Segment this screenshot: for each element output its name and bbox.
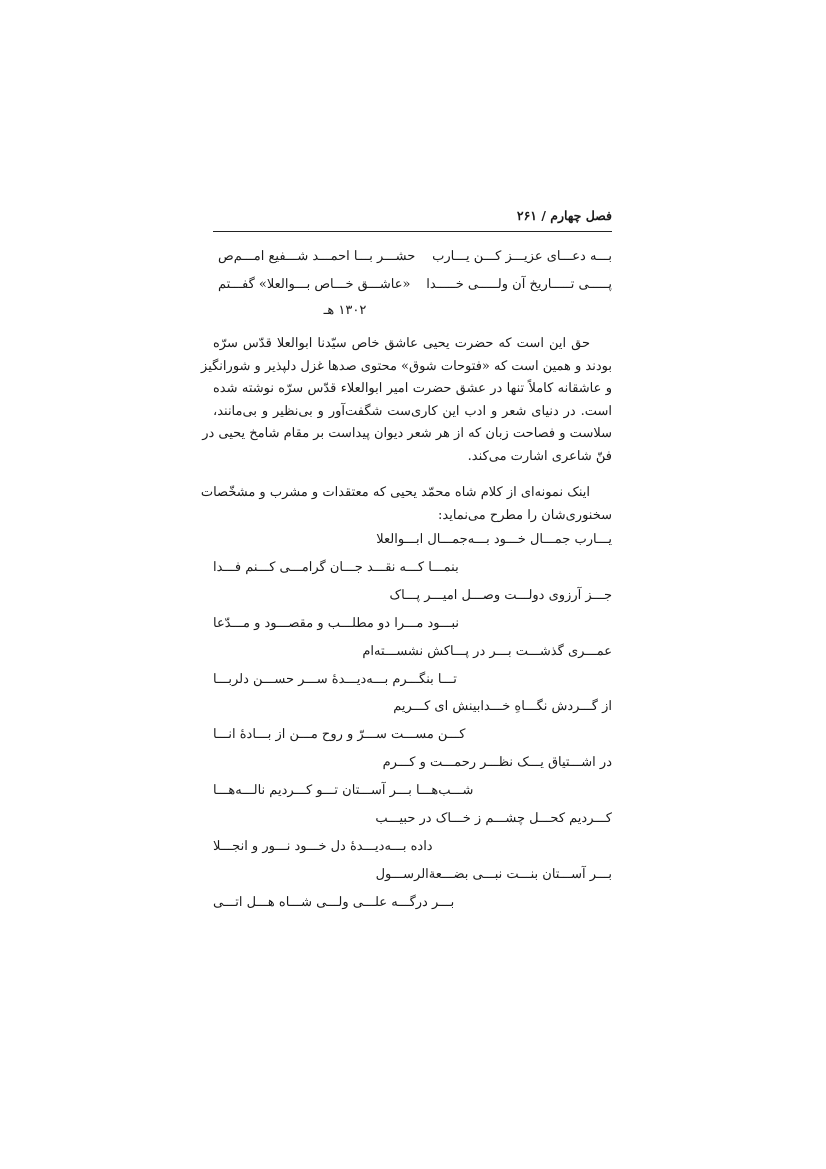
hemistich-first: پـــــی تـــــاریخ آن ولـــــی خـــــدا [426, 277, 612, 292]
hemistich-second: «عاشـــق خـــاص بـــوالعلا» گفـــتم [218, 277, 411, 292]
couplet-1 [218, 249, 612, 273]
paragraph-1 [201, 333, 612, 469]
paragraph-line: بودند و همین است که «فتوحات شوق» محتوی صدها غزل دلپذیر و شورانگیز [201, 358, 612, 374]
couplet-2 [218, 277, 612, 301]
verse-line: از گـــردش نگـــاهِ خـــدابینش ای کـــریم [393, 699, 612, 714]
verse-line: تـــا بنگـــرم بـــه‌دیـــدهٔ ســـر حســـن دلربـــا [213, 672, 457, 687]
paragraph-line: سلاست و فصاحت زبان که از هر شعر دیوان پیداست بر مقام شامخ یحیی در [202, 426, 612, 442]
verse-line: بنمـــا کـــه نقـــد جـــان گرامـــی کـــنم فـــدا [213, 560, 459, 575]
paragraph-line: فنّ شاعری اشارت می‌کند. [467, 448, 612, 464]
verse-line: یـــارب جمـــال خـــود بـــه‌جمـــال ابـــوالعلا [376, 532, 612, 547]
running-header [213, 205, 612, 232]
paragraph-line: است. در دنیای شعر و ادب این کاری‌ست شگفت‌آور و بی‌نظیر و بی‌مانند، [213, 403, 612, 419]
date-line: ۱۳۰۲ هـ [323, 303, 367, 318]
paragraph-line: حق این است که حضرت یحیی عاشق خاص سیّدنا ابوالعلا قدّس سرّه [213, 336, 590, 351]
verse-line: شـــب‌هـــا بـــر آســـتان تـــو کـــردیم نالـــه‌هـــا [213, 783, 474, 798]
verse-line: کـــردیم کحـــل چشـــم ز خـــاک در حبیـــب [375, 811, 612, 826]
verse-line: جـــز آرزوی دولـــت وصـــل امیـــر پـــاک [389, 588, 612, 603]
verse-line: بـــر آســـتان بنـــت نبـــی بضـــعةالرســـول [375, 867, 612, 882]
paragraph-line: اینک نمونه‌ای از کلام شاه محمّد یحیی که معتقدات و مشرب و مشخّصات [200, 485, 590, 500]
hemistich-second: حشـــر بـــا احمـــد شـــفیع امـــم‌ص [218, 249, 416, 264]
verse-line: در اشـــتیاق یـــک نظـــر رحمـــت و کـــرم [382, 755, 612, 770]
chapter-page-label: فصل چهارم / ۲۶۱ [516, 208, 612, 223]
verse-line: داده بـــه‌دیـــدهٔ دل خـــود نـــور و انجـــلا [213, 839, 433, 854]
verse-line: نبـــود مـــرا دو مطلـــب و مقصـــود و مـــدّعا [213, 616, 459, 631]
paragraph-2 [200, 482, 612, 527]
verse-line: بـــر درگـــه علـــی ولـــی شـــاه هـــل اتـــی [213, 895, 455, 910]
paragraph-line: و عاشقانه کاملاً تنها در عشق حضرت امیر ابوالعلاء قدّس سرّه نوشته شده [213, 381, 612, 397]
verse-line: عمـــری گذشـــت بـــر در پـــاکش نشســـته‌ام [362, 644, 612, 659]
paragraph-line: سخنوری‌شان را مطرح می‌نماید: [438, 507, 612, 523]
verse-line: کـــن مســـت ســـرّ و روح مـــن از بـــادهٔ انـــا [213, 727, 466, 742]
hemistich-first: بـــه دعـــای عزیـــز کـــن یـــارب [432, 249, 612, 264]
